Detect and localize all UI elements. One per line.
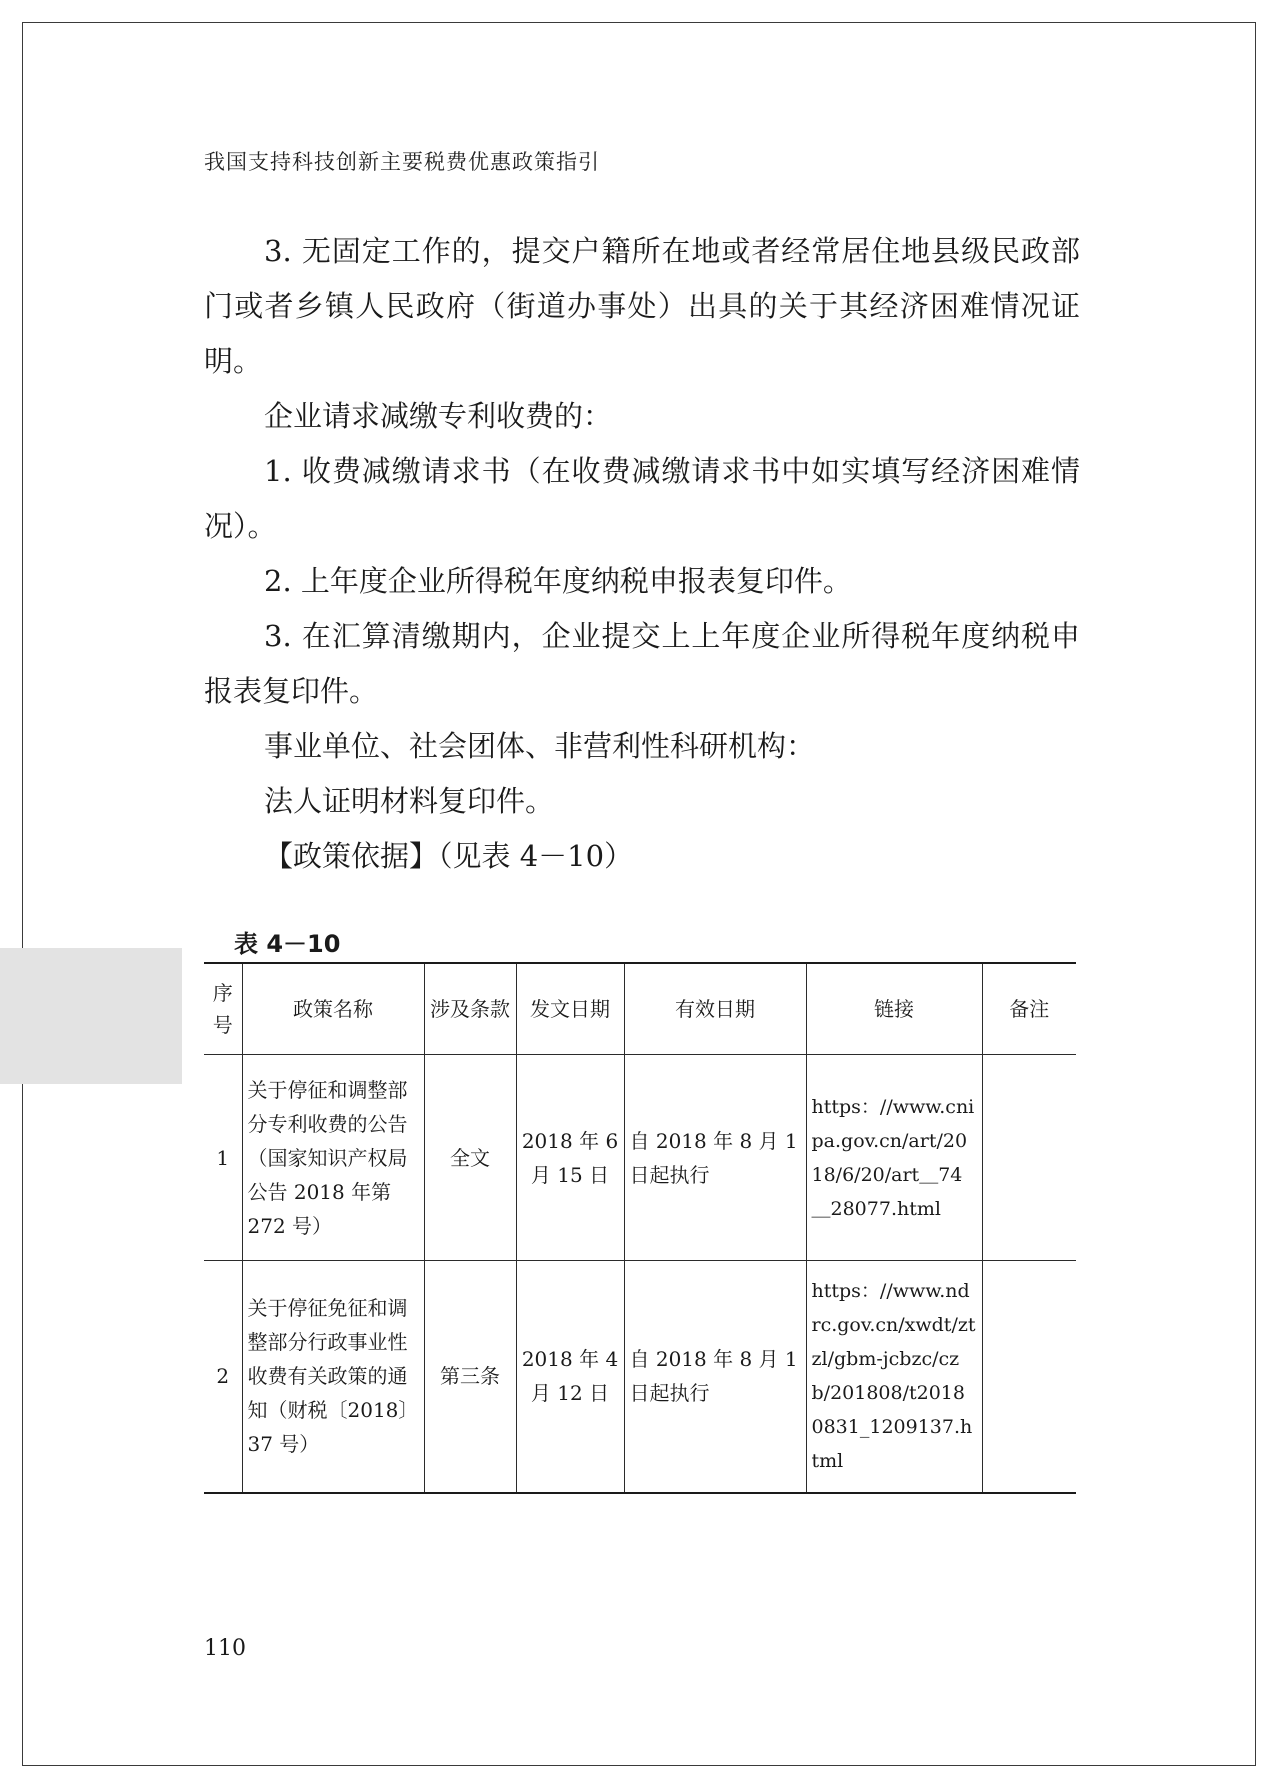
effective-date: 自 2018 年 8 月 1 日起执行 bbox=[624, 1055, 806, 1261]
paragraph: 【政策依据】（见表 4－10） bbox=[264, 839, 634, 873]
paragraph: 事业单位、社会团体、非营利性科研机构： bbox=[264, 729, 816, 763]
column-header: 备注 bbox=[982, 963, 1076, 1055]
column-header: 政策名称 bbox=[242, 963, 424, 1055]
body-text bbox=[204, 224, 1080, 884]
paragraph: 法人证明材料复印件。 bbox=[264, 784, 555, 818]
paragraph: 3. 在汇算清缴期内，企业提交上上年度企业所得税年度纳税申报表复印件。 bbox=[204, 619, 1080, 708]
policy-name: 关于停征和调整部分专利收费的公告（国家知识产权局公告 2018 年第 272 号） bbox=[242, 1055, 424, 1261]
clause: 全文 bbox=[424, 1055, 516, 1261]
column-header: 有效日期 bbox=[624, 963, 806, 1055]
table-row bbox=[204, 1261, 1076, 1493]
policy-table bbox=[204, 962, 1076, 1494]
paragraph: 3. 无固定工作的，提交户籍所在地或者经常居住地县级民政部门或者乡镇人民政府（街道办事处）出具的关于其经济困难情况证明。 bbox=[204, 234, 1080, 378]
table-row bbox=[204, 1055, 1076, 1261]
table-title: 表 4－10 bbox=[234, 930, 341, 958]
policy-name: 关于停征免征和调整部分行政事业性收费有关政策的通知（财税〔2018〕37 号） bbox=[242, 1261, 424, 1493]
paragraph: 2. 上年度企业所得税年度纳税申报表复印件。 bbox=[264, 564, 852, 598]
issue-date: 2018 年 6 月 15 日 bbox=[516, 1055, 624, 1261]
effective-date: 自 2018 年 8 月 1 日起执行 bbox=[624, 1261, 806, 1493]
running-header: 我国支持科技创新主要税费优惠政策指引 bbox=[204, 150, 600, 174]
policy-link[interactable]: https：//www.cnipa.gov.cn/art/2018/6/20/art＿74＿28077.html bbox=[806, 1055, 982, 1261]
column-header: 涉及条款 bbox=[424, 963, 516, 1055]
issue-date: 2018 年 4 月 12 日 bbox=[516, 1261, 624, 1493]
paragraph: 企业请求减缴专利收费的： bbox=[264, 399, 613, 433]
side-tab-marker bbox=[0, 948, 182, 1084]
paragraph: 1. 收费减缴请求书（在收费减缴请求书中如实填写经济困难情况）。 bbox=[204, 454, 1080, 543]
column-header: 链接 bbox=[806, 963, 982, 1055]
note bbox=[982, 1261, 1076, 1493]
column-header: 序号 bbox=[204, 963, 242, 1055]
policy-link[interactable]: https：//www.ndrc.gov.cn/xwdt/ztzl/gbm-jcbzc/czb/201808/t20180831_1209137.html bbox=[806, 1261, 982, 1493]
row-number: 2 bbox=[204, 1261, 242, 1493]
table-header-row bbox=[204, 963, 1076, 1055]
clause: 第三条 bbox=[424, 1261, 516, 1493]
page-number: 110 bbox=[204, 1636, 246, 1661]
column-header: 发文日期 bbox=[516, 963, 624, 1055]
row-number: 1 bbox=[204, 1055, 242, 1261]
note bbox=[982, 1055, 1076, 1261]
